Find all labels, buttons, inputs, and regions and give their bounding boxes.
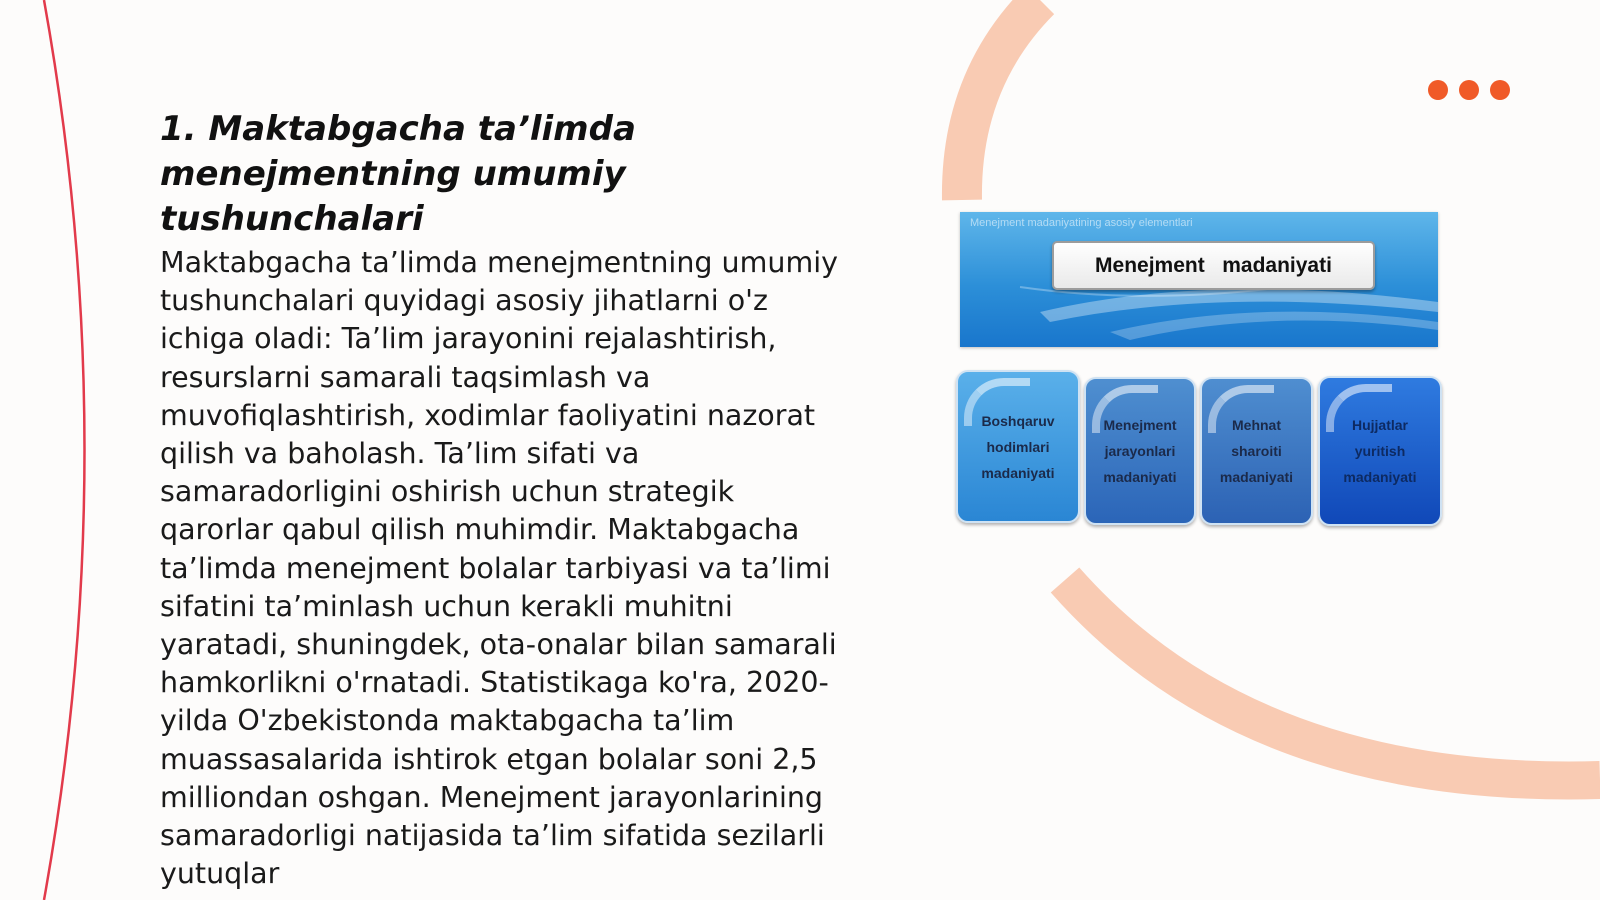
top-peach-arc (962, 0, 1040, 200)
tile-mehnat-sharoiti (1200, 377, 1313, 525)
tile-label: Mehnat sharoiti madaniyati (1219, 417, 1294, 485)
tile-menejment-jarayonlari (1084, 377, 1196, 525)
bottom-peach-arc (1065, 580, 1600, 780)
main-concept-box: Menejment madaniyati (1052, 241, 1375, 290)
slide-body-text: Maktabgacha ta’limda menejmentning umumiy tushunchalari quyidagi asosiy jihatlarni o'z ichiga oladi: Ta’lim jarayonini rejalashtirish, resurslarni samarali taqsimlash va muvofiqlashtirish, xodimlar faoliyatini nazorat qilish va baholash. Ta’lim sifati va samaradorligini oshirish uchun strategik qarorlar qabul qilish muhimdir. Maktabgacha ta’limda menejment bolalar tarbiyasi va ta’limi sifatini ta’minlash uchun kerakli muhitni yaratadi, shuningdek, ota-onalar bilan samarali hamkorlikni o'rnatadi. Statistikaga ko'ra, 2020-yilda O'zbekistonda maktabgacha ta’lim muassasalarida ishtirok etgan bolalar soni 2,5 milliondan oshgan. Menejment jarayonlarining samaradorligi natijasida ta’lim sifatida sezilarli yutuqlar (160, 246, 838, 891)
tile-label: Hujjatlar yuritish madaniyati (1343, 417, 1417, 485)
dot-1 (1428, 80, 1448, 100)
three-dots-icon (1428, 80, 1510, 100)
tile-label: Boshqaruv hodimlari madaniyati (981, 412, 1055, 481)
dot-2 (1459, 80, 1479, 100)
banner-caption: Menejment madaniyatining asosiy elementlari (970, 217, 1193, 229)
slide-title: 1. Maktabgacha ta’limda menejmentning umumiy tushunchalari (160, 109, 636, 239)
left-red-curve (44, 0, 85, 900)
tile-boshqaruv-hodimlari (956, 370, 1080, 523)
dot-3 (1490, 80, 1510, 100)
tile-label: Menejment jarayonlari madaniyati (1103, 417, 1177, 485)
tile-hujjatlar-yuritish (1318, 376, 1442, 526)
menejment-madaniyati-diagram (960, 210, 1450, 540)
diagram-banner (960, 212, 1438, 347)
